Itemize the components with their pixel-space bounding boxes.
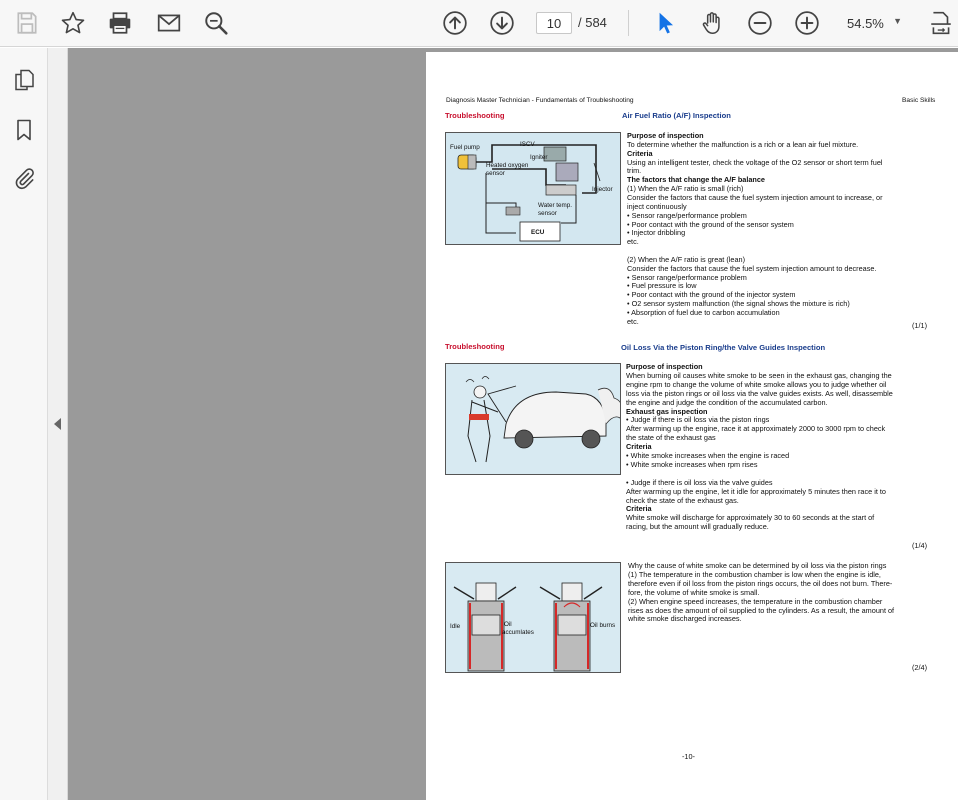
section-tag: Troubleshooting — [445, 111, 505, 120]
body-text-line: racing, but the amount will gradually reduce. — [626, 522, 769, 532]
body-text-line: Consider the factors that cause the fuel system injection amount to increase, or — [627, 192, 883, 202]
email-button[interactable] — [154, 8, 184, 38]
page-number-input[interactable]: 10 — [536, 12, 572, 34]
body-text-line: rises as does the amount of oil supplied to the cylinders. As a result, the amount of — [628, 605, 895, 615]
section-title: Air Fuel Ratio (A/F) Inspection — [622, 111, 731, 120]
water-temp-label: Water temp. — [538, 202, 573, 209]
minus-circle-icon — [747, 10, 773, 36]
body-text-line: • O2 sensor system malfunction (the signal shows the mixture is rich) — [627, 299, 850, 309]
zoom-level-select[interactable] — [840, 12, 910, 34]
body-text-line: inject continuously — [627, 201, 687, 211]
body-text-line: Consider the factors that cause the fuel system injection amount to decrease. — [627, 263, 877, 273]
section-title: Oil Loss Via the Piston Ring/the Valve Guides Inspection — [621, 343, 826, 352]
chevron-down-icon: ▼ — [893, 16, 902, 26]
oxygen-sensor-label: Heated oxygen — [486, 162, 529, 169]
piston-drawing — [446, 563, 621, 673]
document-viewer[interactable] — [68, 48, 958, 800]
page-thumbnails-button[interactable] — [10, 66, 38, 94]
oil-burns-label: Oil burns — [590, 622, 616, 629]
piston-oil-illustration — [445, 562, 621, 673]
printer-icon — [107, 10, 133, 36]
fuel-system-diagram — [445, 132, 621, 245]
iscv-label: ISCV — [520, 141, 535, 148]
body-text-line: After warming up the engine, race it at approximately 2000 to 3000 rpm to check — [626, 424, 886, 434]
body-text-line: • Injector dribbling — [627, 228, 686, 238]
arrow-down-circle-icon — [489, 10, 515, 36]
ecu-label: ECU — [531, 229, 545, 236]
paperclip-icon — [12, 166, 36, 190]
body-text-line: • Fuel pressure is low — [627, 281, 697, 291]
page-indicator: (1/1) — [912, 321, 928, 330]
pane-collapse-strip[interactable] — [48, 48, 68, 800]
zoom-in-button[interactable] — [792, 8, 822, 38]
body-text-line: • Judge if there is oil loss via the valve guides — [626, 477, 773, 487]
page-footer: -10- — [682, 752, 695, 761]
body-text-line: White smoke will discharge for approximately 30 to 60 seconds at the start of — [626, 513, 875, 523]
page-header-right: Basic Skills — [902, 97, 936, 104]
find-button[interactable] — [201, 8, 231, 38]
cursor-arrow-icon — [652, 10, 678, 36]
body-subheading: Criteria — [626, 504, 652, 514]
body-text-line: When burning oil causes white smoke to be seen in the exhaust gas, changing the — [626, 370, 892, 380]
hand-icon — [699, 10, 725, 36]
bookmarks-button[interactable] — [10, 116, 38, 144]
body-text-line: fore, the volume of white smoke is small. — [628, 587, 760, 597]
body-text-line: • Sensor range/performance problem — [627, 272, 747, 282]
body-text-line: engine rpm to change the volume of white smoke allows you to judge whether oil — [626, 379, 887, 389]
save-button[interactable] — [12, 8, 42, 38]
oil-accumulates-label-2: accumlates — [502, 629, 534, 636]
attachments-button[interactable] — [10, 164, 38, 192]
page-header-left: Diagnosis Master Technician - Fundamentals of Troubleshooting — [446, 97, 634, 104]
body-subheading: Criteria — [627, 148, 653, 158]
igniter-label: Igniter — [530, 154, 548, 161]
body-text-line: • Absorption of fuel due to carbon accumulation — [627, 308, 780, 317]
pdf-page — [426, 52, 958, 812]
bookmark-star-button[interactable] — [58, 8, 88, 38]
page-indicator: (2/4) — [912, 663, 928, 672]
body-text-line: (2) When the A/F ratio is great (lean) — [627, 254, 746, 264]
body-text-line: • White smoke increases when rpm rises — [626, 459, 758, 469]
body-subheading: Criteria — [626, 442, 652, 452]
injector-label: Injector — [592, 186, 613, 193]
body-subheading: Exhaust gas inspection — [626, 406, 708, 416]
next-page-button[interactable] — [487, 8, 517, 38]
hand-tool-button[interactable] — [697, 8, 727, 38]
water-temp-label-2: sensor — [538, 210, 557, 217]
body-text-line: loss via the piston rings or oil loss via the valve guides exists. As well, disassemble — [626, 388, 893, 398]
body-text-line: • Judge if there is oil loss via the piston rings — [626, 415, 770, 425]
toolbar — [0, 0, 958, 47]
body-text-line: the state of the exhaust gas — [626, 433, 716, 443]
body-text-line: therefore even if oil loss from the piston rings occurs, the oil does not burn. There- — [628, 578, 893, 588]
zoom-out-button[interactable] — [745, 8, 775, 38]
body-text-line: check the state of the exhaust gas. — [626, 495, 739, 505]
body-text-line: (1) When the A/F ratio is small (rich) — [627, 184, 744, 194]
zoom-level-value: 54.5% — [847, 15, 884, 31]
page-count: / 584 — [578, 15, 607, 30]
body-subheading: The factors that change the A/F balance — [627, 175, 765, 185]
body-text-line: Using an intelligent tester, check the voltage of the O2 sensor or short term fuel — [627, 157, 883, 167]
car-smoke-drawing — [446, 364, 621, 475]
search-zoom-icon — [203, 10, 229, 36]
body-text-line: etc. — [627, 316, 639, 326]
section-tag: Troubleshooting — [445, 342, 505, 351]
body-text-line: After warming up the engine, let it idle for approximately 5 minutes then race it to — [626, 486, 886, 496]
toolbar-divider — [628, 10, 629, 36]
collapse-arrow-icon[interactable] — [54, 418, 61, 430]
body-text-line: white smoke discharged increases. — [628, 614, 742, 624]
body-text-line: (1) The temperature in the combustion chamber is low when the engine is idle, — [628, 569, 881, 579]
arrow-up-circle-icon — [442, 10, 468, 36]
oxygen-sensor-label-2: sensor — [486, 170, 505, 177]
bookmark-icon — [12, 118, 36, 142]
body-text-line: • White smoke increases when the engine is raced — [626, 451, 790, 460]
plus-circle-icon — [794, 10, 820, 36]
oil-accumulates-label: Oil — [504, 621, 512, 628]
navigation-pane — [0, 48, 48, 800]
body-text-line: trim. — [627, 166, 642, 176]
fit-page-button[interactable] — [926, 8, 956, 38]
body-text-line: Why the cause of white smoke can be determined by oil loss via the piston rings — [628, 561, 887, 570]
pages-icon — [12, 68, 36, 92]
page-indicator: (1/4) — [912, 541, 928, 550]
print-button[interactable] — [105, 8, 135, 38]
idle-label: Idle — [450, 623, 461, 630]
body-text-line: the engine and judge the condition of the accumulated carbon. — [626, 397, 828, 407]
fuel-pump-label: Fuel pump — [450, 144, 480, 151]
white-smoke-car-illustration — [445, 363, 621, 475]
body-text-line: To determine whether the malfunction is a rich or a lean air fuel mixture. — [627, 139, 859, 149]
previous-page-button[interactable] — [440, 8, 470, 38]
select-tool-button[interactable] — [650, 8, 680, 38]
body-text-line: etc. — [627, 237, 639, 247]
fit-page-icon — [928, 10, 954, 36]
body-subheading: Purpose of inspection — [627, 131, 704, 140]
star-icon — [60, 10, 86, 36]
body-text-line: • Poor contact with the ground of the injector system — [627, 290, 796, 300]
body-text-line: (2) When engine speed increases, the temperature in the combustion chamber — [628, 596, 883, 606]
body-text-line: • Poor contact with the ground of the sensor system — [627, 219, 794, 229]
save-icon — [14, 10, 40, 36]
body-text-line: • Sensor range/performance problem — [627, 210, 747, 220]
envelope-icon — [156, 10, 182, 36]
body-subheading: Purpose of inspection — [626, 362, 703, 371]
